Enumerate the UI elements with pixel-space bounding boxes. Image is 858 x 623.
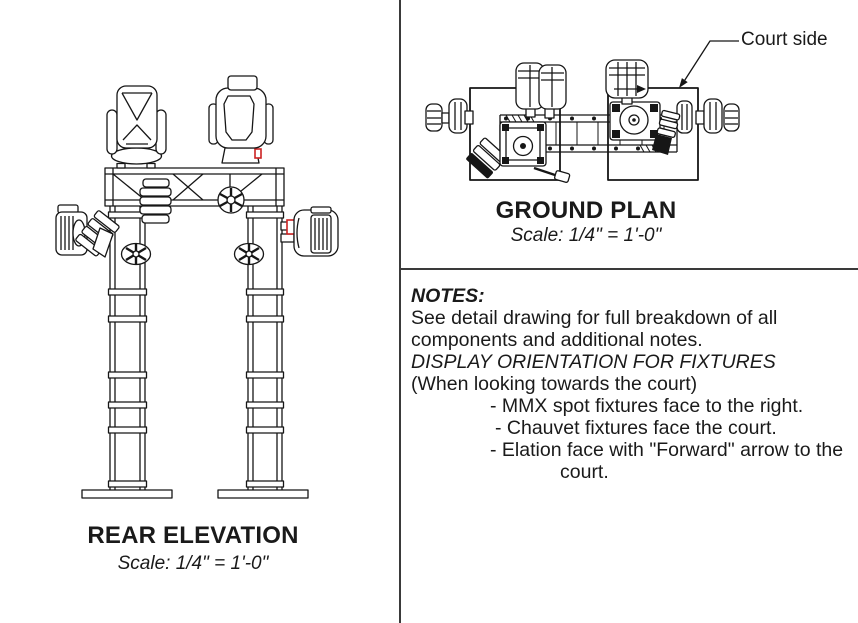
ground-plan-scale: Scale: 1/4" = 1'-0" bbox=[510, 225, 662, 246]
tower-clamp-right bbox=[235, 244, 264, 265]
vertical-divider bbox=[399, 0, 401, 623]
horizontal-divider bbox=[401, 268, 858, 270]
notes-heading: NOTES: bbox=[411, 285, 485, 307]
base-plate-right bbox=[218, 490, 308, 498]
tower-clamp-left bbox=[122, 244, 151, 265]
notes-line: - Elation face with "Forward" arrow to the bbox=[490, 439, 844, 461]
ground-plan-title: GROUND PLAN bbox=[495, 197, 677, 224]
moving-head-right bbox=[209, 76, 273, 163]
rear-elevation-scale: Scale: 1/4" = 1'-0" bbox=[117, 553, 269, 574]
notes-line: - Chauvet fixtures face the court. bbox=[495, 417, 777, 439]
notes-line: See detail drawing for full breakdown of all bbox=[411, 307, 778, 329]
truss-header bbox=[105, 168, 284, 206]
notes-line: - MMX spot fixtures face to the right. bbox=[490, 395, 804, 417]
court-side-callout: Court side bbox=[741, 29, 828, 50]
under-truss-fixture bbox=[140, 179, 171, 223]
notes-line: (When looking towards the court) bbox=[411, 373, 698, 395]
court-side-leader bbox=[679, 41, 739, 88]
base-plate-left bbox=[82, 490, 172, 498]
notes-line: court. bbox=[560, 461, 609, 483]
rear-elevation-title: REAR ELEVATION bbox=[87, 522, 299, 549]
truss-clamp-wheel bbox=[218, 187, 244, 213]
side-fixture-right bbox=[281, 207, 338, 256]
plan-coupler-right bbox=[677, 99, 739, 133]
rear-elevation-drawing bbox=[0, 0, 400, 512]
plan-coupler-left bbox=[426, 99, 473, 133]
notes-line: components and additional notes. bbox=[411, 329, 703, 351]
moving-head-left bbox=[107, 86, 166, 168]
notes-line: DISPLAY ORIENTATION FOR FIXTURES bbox=[411, 351, 776, 373]
notes-block bbox=[411, 285, 851, 483]
red-marker-fixture-base bbox=[255, 149, 261, 158]
